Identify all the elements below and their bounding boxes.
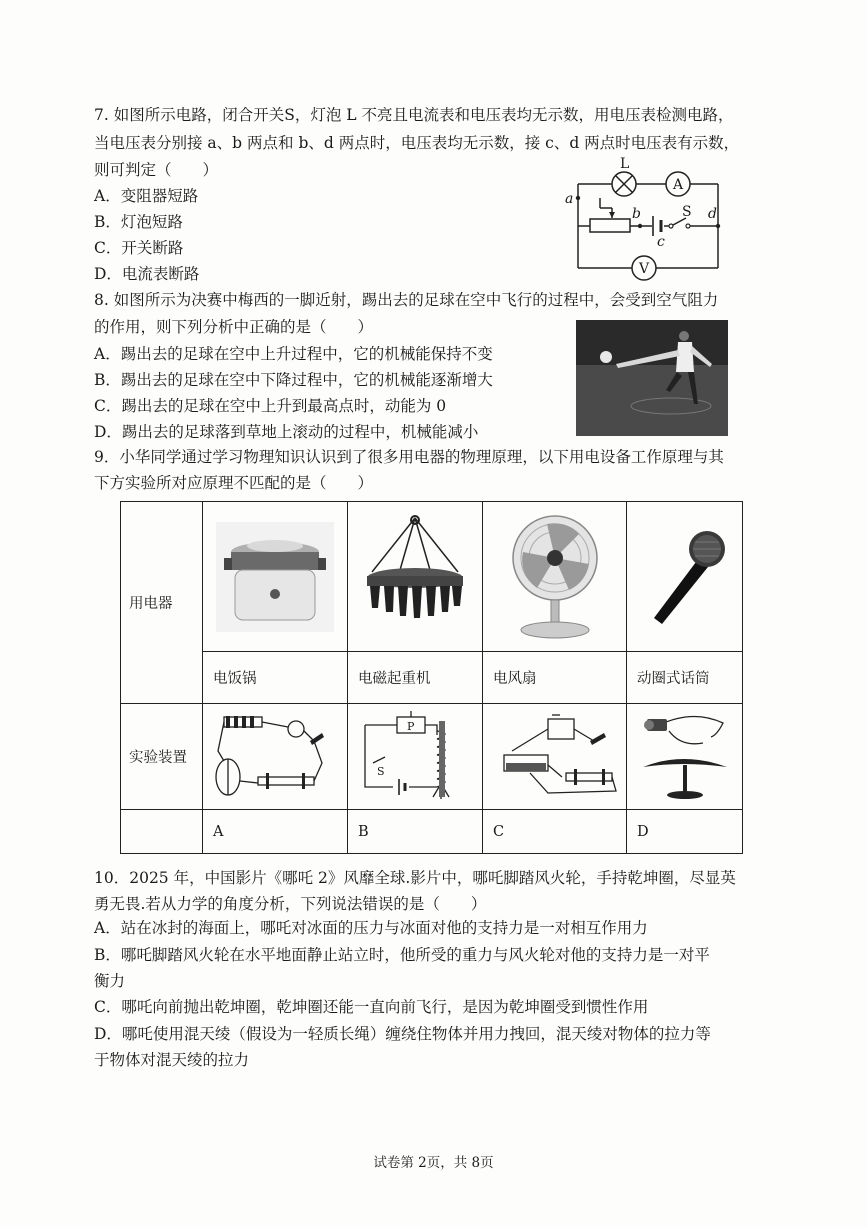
q9-table — [120, 501, 743, 854]
q10-option-d-line1: D．哪吒使用混天绫（假设为一轻质长绳）缠绕住物体并用力拽回，混天绫对物体的拉力等 — [94, 1025, 711, 1043]
experiment-b-cell — [348, 704, 483, 810]
q7-option-b: B．灯泡短路 — [94, 213, 183, 231]
q9-stem-line1: 9．小华同学通过学习物理知识认识到了很多用电器的物理原理，以下用电设备工作原理与其 — [94, 448, 724, 466]
experiment-d-image — [633, 711, 737, 803]
q8-option-a: A．踢出去的足球在空中上升过程中，它的机械能保持不变 — [94, 345, 493, 363]
soccer-photo — [576, 320, 728, 436]
q10-option-b-line2: 衡力 — [94, 972, 126, 990]
fan-cell — [483, 502, 627, 652]
appliance-name-rice-cooker: 电饭锅 — [203, 652, 348, 704]
q8-stem-line2: 的作用，则下列分析中正确的是（ ） — [94, 318, 374, 336]
experiment-b-image — [353, 711, 477, 803]
q10-option-a: A．站在冰封的海面上，哪吒对冰面的压力与冰面对他的支持力是一对相互作用力 — [94, 919, 648, 937]
point-b-label: b — [632, 206, 641, 222]
experiment-d-cell — [627, 704, 743, 810]
microphone-cell — [627, 502, 743, 652]
q7-stem-line2: 当电压表分别接 a、b 两点和 b、d 两点时，电压表均无示数，接 c、d 两点时电压表有示数， — [94, 134, 740, 152]
rice-cooker-image — [216, 522, 334, 632]
exp-b-p-label: P — [407, 719, 415, 733]
point-a-label: a — [565, 191, 574, 207]
row-label-experiment: 实验装置 — [121, 704, 203, 810]
appliance-name-crane: 电磁起重机 — [348, 652, 483, 704]
lamp-label: L — [620, 156, 630, 172]
appliance-name-fan: 电风扇 — [483, 652, 627, 704]
q8-stem-line1: 8. 如图所示为决赛中梅西的一脚近射，踢出去的足球在空中飞行的过程中，会受到空气阻力 — [94, 291, 719, 309]
q10-stem-line2: 勇无畏.若从力学的角度分析，下列说法错误的是（ ） — [94, 895, 487, 913]
q10-option-d-line2: 于物体对混天绫的拉力 — [94, 1051, 250, 1069]
q10-option-c: C．哪吒向前抛出乾坤圈，乾坤圈还能一直向前飞行，是因为乾坤圈受到惯性作用 — [94, 998, 649, 1016]
experiment-c-cell — [483, 704, 627, 810]
experiment-a-cell — [203, 704, 348, 810]
crane-cell — [348, 502, 483, 652]
q7-option-c: C．开关断路 — [94, 239, 184, 257]
q8-option-c: C．踢出去的足球在空中上升到最高点时，动能为 0 — [94, 397, 447, 415]
q8-option-b: B．踢出去的足球在空中下降过程中，它的机械能逐渐增大 — [94, 371, 493, 389]
electromagnetic-crane-image — [360, 512, 470, 642]
letter-c: C — [483, 810, 627, 854]
q8-option-d: D．踢出去的足球落到草地上滚动的过程中，机械能减小 — [94, 423, 479, 441]
q10-stem-line1: 10．2025 年，中国影片《哪吒 2》风靡全球.影片中，哪吒脚踏风火轮，手持乾坤圈，尽显英 — [94, 869, 736, 887]
q7-option-d: D．电流表断路 — [94, 265, 200, 283]
experiment-a-image — [210, 711, 340, 803]
page-footer: 试卷第 2页，共 8页 — [373, 1155, 494, 1171]
q7-circuit-diagram — [560, 150, 740, 285]
row-label-appliance: 用电器 — [121, 502, 203, 704]
letter-row-empty — [121, 810, 203, 854]
ball-icon — [600, 351, 612, 363]
rice-cooker-cell — [203, 502, 348, 652]
q7-option-a: A．变阻器短路 — [94, 187, 199, 205]
voltmeter-label: V — [639, 261, 650, 277]
q10-option-b-line1: B．哪吒脚踏风火轮在水平地面静止站立时，他所受的重力与风火轮对他的支持力是一对平 — [94, 946, 710, 964]
exp-b-switch-label: S — [377, 764, 385, 778]
point-d-label: d — [708, 206, 717, 222]
q7-stem-line3: 则可判定（ ） — [94, 161, 219, 179]
appliance-name-microphone: 动圈式话筒 — [627, 652, 743, 704]
microphone-image — [640, 522, 730, 632]
letter-d: D — [627, 810, 743, 854]
electric-fan-image — [507, 512, 603, 642]
letter-a: A — [203, 810, 348, 854]
letter-b: B — [348, 810, 483, 854]
switch-label: S — [682, 204, 692, 220]
point-c-label: c — [657, 234, 665, 250]
q9-stem-line2: 下方实验所对应原理不匹配的是（ ） — [94, 474, 374, 492]
ammeter-label: A — [673, 177, 684, 193]
experiment-c-image — [490, 711, 620, 803]
q7-stem-line1: 7. 如图所示电路，闭合开关S，灯泡 L 不亮且电流表和电压表均无示数，用电压表检测电路， — [94, 106, 734, 124]
